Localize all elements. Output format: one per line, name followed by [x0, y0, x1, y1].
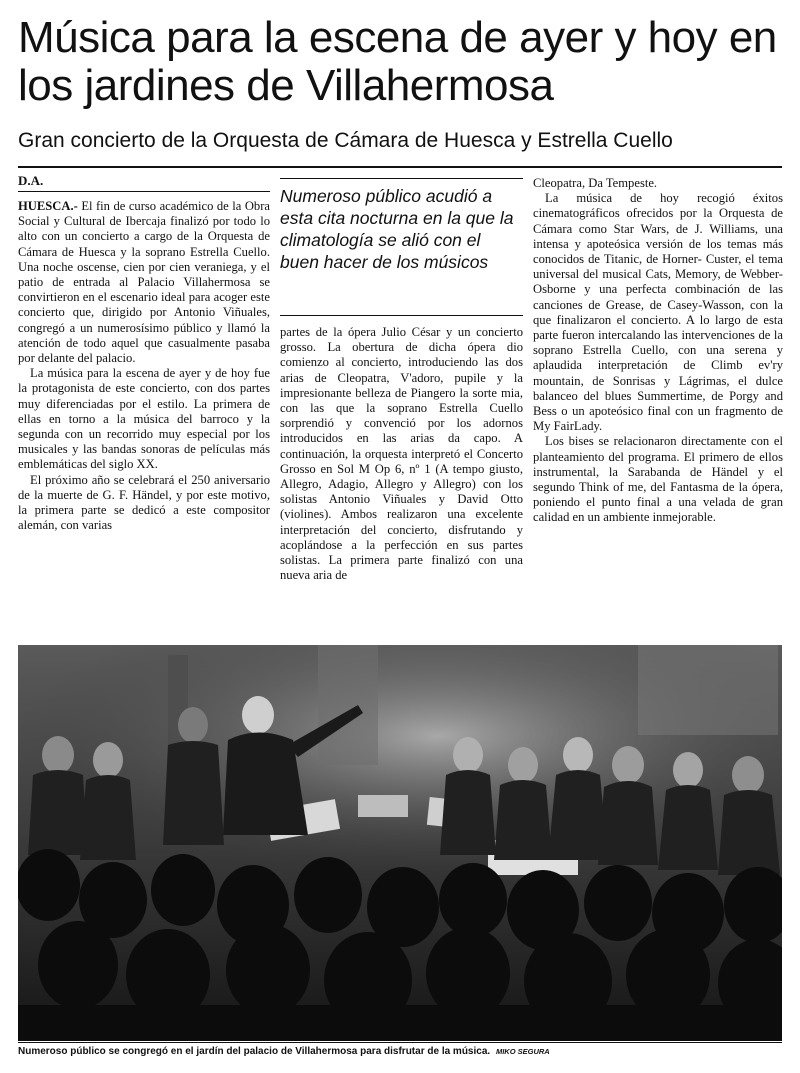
paragraph: partes de la ópera Julio César y un concierto grosso. La obertura de dicha ópera dio comienzo al concierto, introduciendo las dos arias de Cleopatra, V'adoro, pupile y la impresionante belleza de Piangero la sorte mia, con las que la soprano Estrella Cuello sorprendió y convenció por los adornos introducidos en las arias da capo. A continuación, la orquesta interpretó el Concerto Grosso en Sol M Op 6, nº 1 (A tempo giusto, Allegro, Adagio, Allegro y Allegro) con los solistas Antonio Viñuales y David Otto (violines). Ambos realizaron una excelente interpretación del concierto, disfrutando y acoplándose a la perfección en sus partes solistas. La primera parte finalizó con una nueva aria de: [280, 325, 523, 583]
article-column-3: [533, 176, 783, 636]
dateline: HUESCA.-: [18, 199, 78, 213]
paragraph: Los bises se relacionaron directamente con el planteamiento del programa. El primero de ellos instrumental, la Sarabanda de Händel y el segundo Think of me, del Fantasma de la ópera, poniendo el punto final a una velada de gran calidad en un ambiente inmejorable.: [533, 434, 783, 525]
caption-text: Numeroso público se congregó en el jardín del palacio de Villahermosa para disfrutar de la música.: [18, 1046, 491, 1057]
pull-quote-box: [280, 178, 523, 316]
paragraph: La música para la escena de ayer y de hoy fue la protagonista de este concierto, con dos partes muy diferenciadas por el estilo. La primera de ellas en torno a la música del barroco y la segunda con un recorrido muy especial por los musicales y las bandas sonoras de películas más emblemáticas del siglo XX.: [18, 366, 270, 472]
paragraph: La música de hoy recogió éxitos cinematográficos ofrecidos por la Orquesta de Cámara como Star Wars, de J. Williams, una intensa y apoteósica versión de los temas más conocidos de Titanic, de Horner- Custer, el tema universal del musical Cats, Memory, de Webber-Osborne y una perfecta combinación de las canciones de Grease, de Casey-Wasson, con la que finalizaron el concierto. A lo largo de esta parte fueron intercalando las intervenciones de la soprano Estrella Cuello, con una serena y aplaudida interpretación de Climb ev'ry mountain, de Sonrisas y Lágrimas, el dulce balanceo del blues Summertime, de Porgy and Bess o un apoteósico final con un fragmento de My FairLady.: [533, 191, 783, 434]
article-column-2: [280, 325, 523, 635]
headline: Música para la escena de ayer y hoy en los jardines de Villahermosa: [18, 13, 777, 110]
header-divider: [18, 166, 782, 168]
article-column-1: [18, 199, 270, 634]
concert-photo: [18, 645, 782, 1041]
pull-quote: Numeroso público acudió a esta cita nocturna en la que la climatología se alió con el buen hacer de los músicos: [280, 186, 514, 272]
subheadline: Gran concierto de la Orquesta de Cámara de Huesca y Estrella Cuello: [18, 129, 673, 152]
caption-divider: [18, 1042, 782, 1043]
photo-credit: MIKO SEGURA: [495, 1047, 550, 1056]
paragraph: Cleopatra, Da Tempeste.: [533, 176, 658, 190]
paragraph-text: El fin de curso académico de la Obra Social y Cultural de Ibercaja finalizó por todo lo alto con un concierto a cargo de la Orquesta de Cámara de Huesca y la soprano Estrella Cuello. Una noche oscense, cien por cien veraniega, y el patio de entrada al Palacio Villahermosa se convirtieron en el escenario ideal para acoger este concierto que, dirigido por Antonio Viñuales, congregó a un numerosísimo público y llamó la atención de todo aquel que casualmente pasaba por delante del palacio.: [18, 199, 270, 366]
byline: D.A.: [18, 173, 44, 188]
paragraph: [18, 199, 270, 366]
paragraph: El próximo año se celebrará el 250 aniversario de la muerte de G. F. Händel, y por este motivo, la primera parte se dedicó a este compositor alemán, con varias: [18, 472, 270, 533]
concert-photo-illustration: [18, 645, 782, 1041]
byline-divider: [18, 191, 270, 192]
photo-caption: [18, 1046, 782, 1057]
